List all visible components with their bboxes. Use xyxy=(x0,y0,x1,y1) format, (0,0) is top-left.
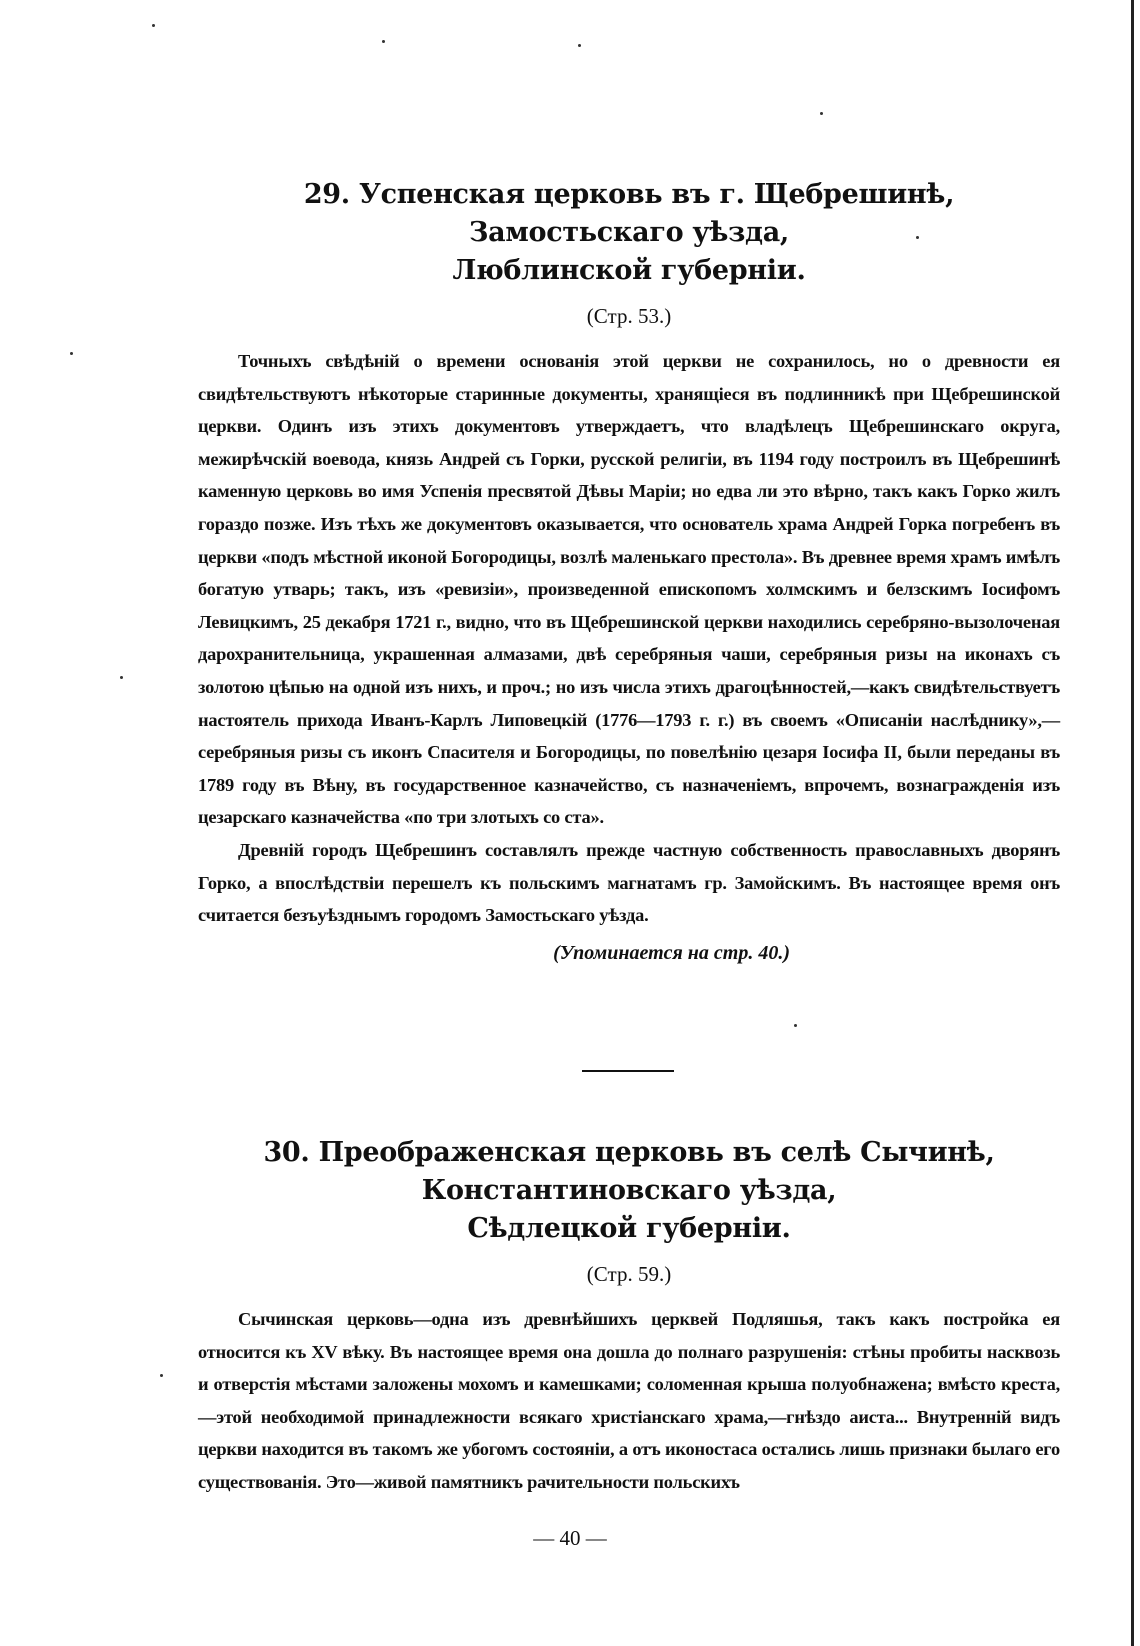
scan-speck xyxy=(152,24,155,27)
scan-speck xyxy=(820,112,823,115)
scan-edge-line xyxy=(1131,0,1134,1646)
section-divider xyxy=(582,1070,674,1072)
section-30-title-line1: 30. Преображенская церковь въ селѣ Сычинѣ, Константиновскаго уѣзда, xyxy=(263,1137,995,1206)
section-29-paragraph-1: Точныхъ свѣдѣній о времени основанія этой церкви не сохранилось, но о древности ея свидѣтельствуютъ нѣкоторые старинные документы, хранящіеся въ подлинникѣ при Щебрешинской церкви. Одинъ изъ этихъ документовъ утверждаетъ, что владѣлецъ Щебрешинскаго округа, межирѣчскій воевода, князь Андрей съ Горки, русской религіи, въ 1194 году построилъ въ Щебрешинѣ каменную церковь во имя Успенія пресвятой Дѣвы Маріи; но едва ли это вѣрно, такъ какъ Горко жилъ гораздо позже. Изъ тѣхъ же документовъ оказывается, что основатель храма Андрей Горка погребенъ въ церкви «подъ мѣстной иконой Богородицы, возлѣ маленькаго престола». Въ древнее время храмъ имѣлъ богатую утварь; такъ, изъ «ревизіи», произведенной епископомъ холмскимъ и белзскимъ Іосифомъ Левицкимъ, 25 декабря 1721 г., видно, что въ Щебрешинской церкви находились серебряно-вызолоченая дарохранительница, украшенная алмазами, двѣ серебряныя чаши, серебряныя ризы на иконахъ съ золотою цѣпью на одной изъ нихъ, и проч.; но изъ числа этихъ драгоцѣнностей,—какъ свидѣтельствуетъ настоятель прихода Иванъ-Карлъ Липовецкій (1776—1793 г. г.) въ своемъ «Описаніи наслѣднику»,—серебряныя ризы съ иконъ Спасителя и Богородицы, по повелѣнію цезаря Іосифа II, были переданы въ 1789 году въ Вѣну, въ государственное казначейство, съ назначеніемъ, впрочемъ, вознагражденія изъ цезарскаго казначейства «по три злотыхъ со ста». xyxy=(198,351,1060,828)
scan-speck xyxy=(794,1024,797,1027)
scan-speck xyxy=(160,1374,163,1377)
section-30-title-line2: Сѣдлецкой губерніи. xyxy=(467,1213,791,1244)
section-29-title xyxy=(198,176,1060,290)
scan-speck xyxy=(120,676,123,679)
section-29-title-line2: Люблинской губерніи. xyxy=(452,255,806,286)
section-29 xyxy=(198,176,1060,965)
section-29-page-ref: (Стр. 53.) xyxy=(586,304,672,328)
section-29-title-line1: 29. Успенская церковь въ г. Щебрешинѣ, Замостьскаго уѣзда, xyxy=(303,179,955,248)
section-29-mention-note: (Упоминается на стр. 40.) xyxy=(553,941,790,964)
section-30-title xyxy=(198,1134,1060,1248)
page-number: — 40 — xyxy=(533,1526,607,1550)
section-29-paragraph-2: Древній городъ Щебрешинъ составлялъ прежде частную собственность православныхъ дворянъ Горко, а впослѣдствіи перешелъ къ польскимъ магнатамъ гр. Замойскимъ. Въ настоящее время онъ считается безъуѣзднымъ городомъ Замостьскаго уѣзда. xyxy=(198,839,1060,926)
section-30 xyxy=(198,1134,1060,1499)
section-30-paragraph-1: Сычинская церковь—одна изъ древнѣйшихъ церквей Подляшья, такъ какъ постройка ея относится къ XV вѣку. Въ настоящее время она дошла до полнаго разрушенія: стѣны пробиты насквозь и отверстія мѣстами заложены мохомъ и камешками; соломенная крыша полуобнажена; вмѣсто креста,—этой необходимой принадлежности всякаго христіанскаго храма,—гнѣздо аиста... Внутренній видъ церкви находится въ такомъ же убогомъ состояніи, а отъ иконостаса остались лишь признаки былаго его существованія. Это—живой памятникъ рачительности польскихъ xyxy=(198,1309,1060,1492)
section-30-page-ref: (Стр. 59.) xyxy=(586,1262,672,1286)
scan-speck xyxy=(382,40,385,43)
scan-speck xyxy=(578,44,581,47)
scan-speck xyxy=(70,352,73,355)
